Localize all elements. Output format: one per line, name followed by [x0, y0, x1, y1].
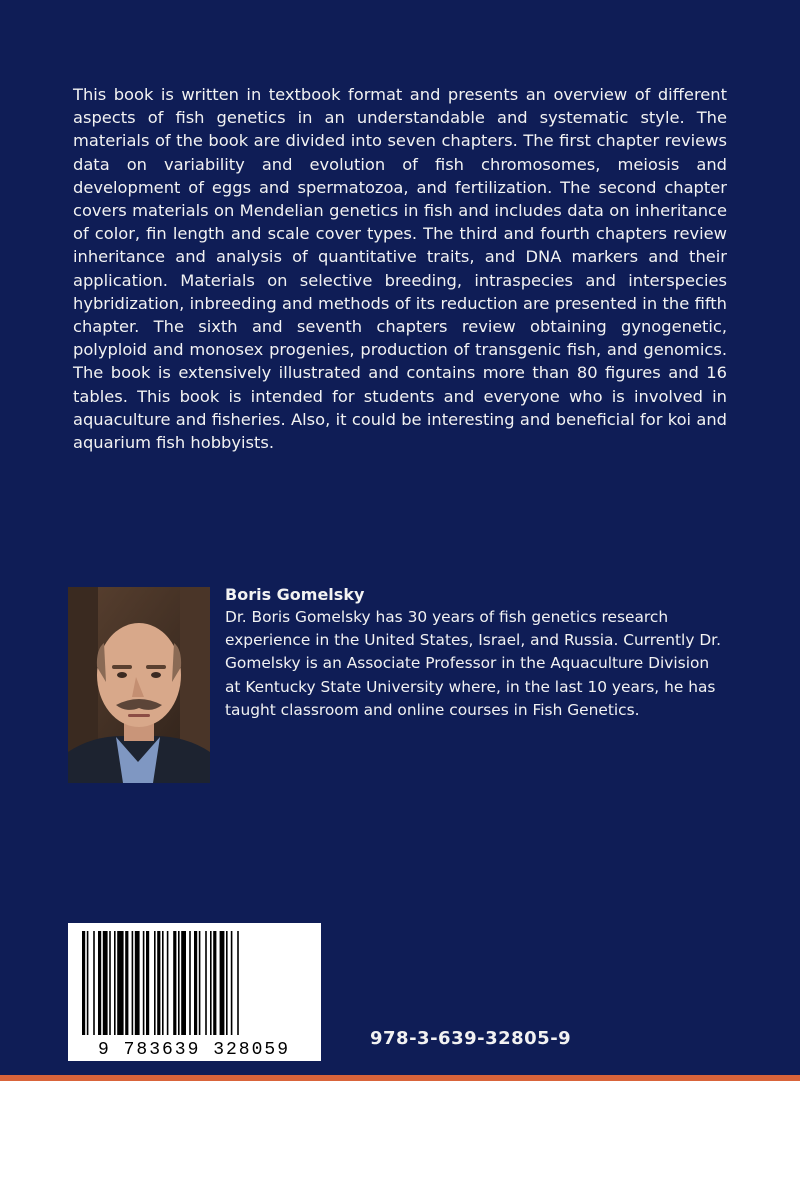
barcode-bar: [93, 931, 95, 1035]
author-portrait-illustration: [68, 587, 210, 783]
barcode-bar: [189, 931, 191, 1035]
author-photo: [68, 587, 210, 783]
barcode-bars: [68, 923, 321, 1061]
barcode-bar: [210, 931, 212, 1035]
barcode-bar: [98, 931, 101, 1035]
book-description: This book is written in textbook format and presents an overview of different aspects of fish genetics in an understandable and systematic style. The materials of the book are divided into seven chapters. The first chapter reviews data on variability and evolution of fish chromosomes, meiosis and development of eggs and spermatozoa, and fertilization. The second chapter covers materials on Mendelian genetics in fish and includes data on inheritance of color, fin length and scale cover types. The third and fourth chapters review inheritance and analysis of quantitative traits, and DNA markers and their application. Materials on selective breeding, intraspecies and interspecies hybridization, inbreeding and methods of its reduction are presented in the fifth chapter. The sixth and seventh chapters review obtaining gynogenetic, polyploid and monosex progenies, production of transgenic fish, and genomics. The book is extensively illustrated and contains more than 80 figures and 16 tables. This book is intended for students and everyone who is involved in aquaculture and fisheries. Also, it could be interesting and beneficial for koi and aquarium fish hobbyists.: [73, 85, 727, 453]
barcode-bar: [178, 931, 180, 1035]
barcode-bar: [205, 931, 207, 1035]
barcode-bar: [237, 931, 239, 1035]
barcode-bar: [125, 931, 128, 1035]
barcode-bar: [146, 931, 149, 1035]
barcode-bar: [162, 931, 164, 1035]
author-info: [225, 583, 725, 722]
barcode-bar: [135, 931, 140, 1035]
barcode-bar: [181, 931, 186, 1035]
barcode-bar: [213, 931, 216, 1035]
barcode-bar: [226, 931, 228, 1035]
barcode-bar: [154, 931, 156, 1035]
barcode-bar: [194, 931, 197, 1035]
author-name: Boris Gomelsky: [225, 585, 365, 604]
bottom-accent-rule: [0, 1075, 800, 1081]
barcode-bar: [132, 931, 134, 1035]
barcode-bar: [117, 931, 123, 1035]
barcode-bar: [143, 931, 145, 1035]
barcode-bar: [220, 931, 225, 1035]
barcode-bar: [109, 931, 111, 1035]
barcode-bar: [114, 931, 116, 1035]
barcode-bar: [87, 931, 89, 1035]
barcode-bar: [167, 931, 169, 1035]
barcode-bar: [199, 931, 201, 1035]
barcode-bar: [231, 931, 233, 1035]
barcode-digits: 9 783639 328059: [97, 1040, 291, 1060]
isbn-number: 978-3-639-32805-9: [370, 1028, 572, 1049]
barcode-bar: [157, 931, 160, 1035]
barcode: [68, 923, 321, 1061]
barcode-bar: [82, 931, 85, 1035]
barcode-bar: [173, 931, 176, 1035]
author-bio: Dr. Boris Gomelsky has 30 years of fish genetics research experience in the United States, Israel, and Russia. Currently Dr. Gomelsky is an Associate Professor in the Aquaculture Division at Kentucky State University where, in the last 10 years, he has taught classroom and online courses in Fish Genetics.: [225, 608, 721, 719]
barcode-bar: [103, 931, 108, 1035]
